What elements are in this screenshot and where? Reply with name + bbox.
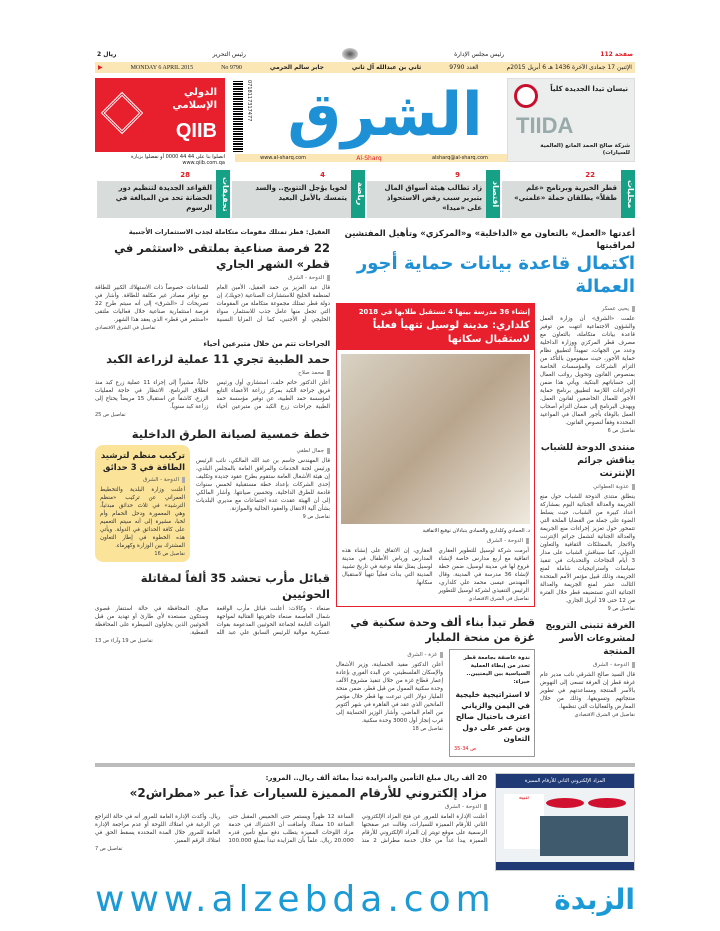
byline: الدوحة - الشرق — [342, 538, 529, 544]
read-more-link[interactable]: تفاصيل ص 7 — [95, 846, 123, 852]
teaser-section: اقتصاد — [486, 170, 500, 218]
teaser-page: 22 — [502, 170, 621, 181]
read-more-link[interactable]: تفاصيل ص 6 — [607, 428, 635, 434]
byline: الدوحة - الشرق — [100, 477, 185, 483]
teaser-page: 4 — [232, 170, 351, 181]
nissan-logo-icon — [514, 84, 538, 108]
byline: الدوحة - الشرق — [540, 662, 635, 668]
header-row-dates — [95, 62, 635, 73]
qiib-url[interactable]: www.qiib.com.qa — [182, 160, 225, 166]
teaser-page: 9 — [367, 170, 486, 181]
lusail-headline[interactable]: كلداري: مدينة لوسيل تتهيأ فعلياً لاستقبال سكانها — [372, 320, 530, 345]
header-bar — [95, 48, 635, 73]
investment-article — [95, 228, 330, 331]
teaser-economy[interactable] — [365, 170, 500, 218]
article-body: قال المهندس جاسم بن عبد الله المالكي، نائب الرئيس ورئيس لجنة الخدمات والمرافق العامة بالمجلس البلدي، إن هيئة الأشغال العامة ستقوم بطرح عقود جديدة وتكليف إحدى الشركات بإعداد خطة مستقبلية لخمس سنوات قادمة للطرق الداخلية، وتحسين صيانتها. وأشار المالكي إلى أن الهيئة عقدت عدة اجتماعات مع مديري البلديات بشأن آلية الانتقال والعقود الحالية والموازنة. — [196, 458, 330, 512]
qiib-name-ar: الدولي الإسلامي — [172, 87, 217, 111]
marib-article — [95, 570, 330, 644]
website[interactable]: www.al-sharq.com — [260, 155, 307, 161]
left-column — [95, 228, 330, 757]
seminar-box — [449, 649, 535, 757]
board-label: رئيس مجلس الإدارة — [454, 50, 505, 58]
article-headline[interactable]: تركيب منظم لترشيد الطاقة في 3 حدائق — [100, 451, 185, 473]
youth-article — [540, 442, 635, 612]
article-body: أبرمت شركة لوسيل للتطوير العقاري اتفاقية مع أربع مدارس خاصة لإنشاء فروع لها في مدينة لوسيل، ضمن خطة لإنشاء 36 مدرسة في المدينة. وقال المهندس عيسى محمد علي كلداري، الرئيس التنفيذي لشركة لوسيل للتطوير العقاري، إن الاتفاق على إنشاء هذه المدارس ورياض الأطفال في مدينة لوسيل يمثل نقلة نوعية في تاريخ تشييد المدينة التي بدأت فعلياً تتهيأ لاستقبال سكانها. — [342, 548, 529, 594]
read-more-link[interactable]: تفاصيل في الشرق الاقتصادي — [95, 325, 156, 331]
qiib-name-en: QIIB — [175, 120, 217, 142]
article-body: أعلنت الإدارة العامة للمرور عن فتح المزاد الإلكتروني الثاني للأرقام المميزة للسيارات، وقالت عبر صفحتها الرسمية على موقع تويتر إن المزاد الإلكتروني للأرقام المميزة يبدأ غداً من خلال خدمة مطراش 2 منذ الساعة 12 ظهراً ويستمر حتى الخميس المقبل حتى الساعة 10 مساءً. وأضافت أن الاشتراك في خدمة مزاد اللوحات المميزة يتطلب دفع مبلغ تأمين قدره 20.000 ريال، علماً بأن المزايدة تبدأ بمبلغ 100.000 ريال. وأكدت الإدارة العامة للمرور أنه في حالة التراجع عن الرغبة في امتلاك اللوحة أو عدم مراجعة الإدارة العامة للمرور خلال المدة المحددة يسقط الحق في امتلاك الرقم المميز. — [95, 814, 487, 844]
teaser-headline: القواعد الجديدة لتنظيم دور الحضانة تحد من المبالغة في الرسوم — [115, 184, 212, 212]
article-body: ينطلق منتدى الدوحة للشباب حول منع الجريمة والعدالة الجنائية اليوم بمشاركة أعداد كبيرة من الشباب، حيث يسلط الضوء على جملة من القضايا الملحة التي تتمحور حول تعزيز إجراءات منع الجريمة والعدالة الجنائية لتشمل جرائم الإنترنت والاتجار بالممتلكات الثقافية والتعاون الدولي، كما سيناقش الشباب على مدار 3 أيام النجاحات والتحديات في تنفيذ سياسات واستراتيجيات شاملة لمنع الجريمة، وذلك قبيل مؤتمر الأمم المتحدة الثالث عشر لمنع الجريمة والعدالة الجنائية الذي تستضيفه قطر خلال الفترة من 12 حتى 19 أبريل الجاري. — [540, 494, 635, 604]
read-more-link[interactable]: تفاصيل ص 16 — [154, 551, 185, 557]
roads-article — [196, 445, 330, 562]
read-more-link[interactable]: تفاصيل ص 18 — [412, 726, 443, 732]
board-chair: ثاني بن عبدالله آل ثاني — [351, 64, 422, 71]
date-en: MONDAY 6 APRIL 2015 — [130, 64, 194, 71]
masthead — [95, 78, 635, 168]
header-row-names — [95, 48, 635, 60]
seminar-kicker: ندوة عاصفة بجامعة قطر تحذر من إبطاء العملية السياسية بين اليمنيين.. خبراء: — [463, 655, 530, 685]
nissan-headline: نيسان تيدا الجديدة كلياً — [550, 85, 628, 93]
right-column — [540, 303, 635, 757]
teaser-section: تحقيقات — [216, 170, 230, 218]
article-body: قال السيد صالح الشرقي نائب مدير عام غرفة قطر إن الغرفة تسعى إلى النهوض بالأسر المنتجة ومساعدتهم في تطوير منتجاتهم وتسويقها، وذلك من خلال المعارض والفعاليات التي تنظمها. — [540, 672, 635, 710]
signing-photo — [341, 354, 530, 524]
article-body: قال عبد العزيز بن حمد العقيل، الأمين العام لمنظمة الخليج للاستشارات الصناعية (جويك)، إن دولة قطر تمتلك مجموعة متكاملة من المقومات التي تجعل منها عامل جذب للاستثمار، سواء الخليجي أو الأجنبي، كما أن المزايا النسبية للصناعات خصوصاً ذات الاستهلاك الكبير للطاقة مع توافر مصادر غير مكلفة للطاقة. وأشار في تصريحات لـ «الشرق» إلى أنه سيتم طرح 22 فرصة استثمارية صناعية خلال فعاليات ملتقى «استثمر في قطر» الذي يعقد هذا الشهر. — [95, 285, 330, 323]
read-more-link[interactable]: تفاصيل في الشرق الاقتصادي — [468, 596, 529, 602]
teaser-section: محليات — [621, 170, 635, 218]
energy-box — [95, 445, 190, 562]
qiib-contact — [95, 154, 225, 166]
arrow-icon: ▶ — [98, 64, 103, 71]
read-more-link[interactable]: تفاصيل ص 9 — [607, 606, 635, 612]
newspaper-logo: الشرق — [287, 80, 483, 150]
article-body: أعلنت وزارة البلدية والتخطيط العمراني عن تركيب «منظم الترشيد» في ثلاث حدائق مبدئياً، وهي المعمورة ودحل الحمام وأم لخبا، مشيرة إلى أنه سيتم التعميم على كافة الحدائق في الدولة. ويأتي هذه الخطوة في إطار التعاون المشترك بين الوزارة وكهرماء. — [100, 487, 185, 549]
lusail-body-wrap — [337, 538, 534, 606]
article-headline[interactable]: حمد الطبية تجري 11 عملية لزراعة الكبد — [106, 352, 330, 366]
teaser-sports[interactable] — [230, 170, 365, 218]
article-headline[interactable]: 22 فرصة صناعية بملتقى «استثمر في قطر» الشهر الجاري — [114, 241, 330, 271]
article-body: أعلن الدكتور حاتم خلف، استشاري أول ورئيس فريق جراحة الكبد بمركز زراعة الأعضاء التابع لمؤسسة حمد الطبية، عن توفير مؤسسة حمد الطبية جراحات زرع الكبد من متبرعين أحياء حالياً، مشيراً إلى إجراء 11 عملية زرع كبد منذ انطلاق البرنامج. الانتظار في حاجة لعمليات الزرع، كاشفاً عن استقبال 15 مريضاً يحتاج إلى زراعة كبد سنوياً. — [95, 380, 330, 410]
seminar-headline[interactable]: لا استراتيجية خليجية في اليمن والزياني اعترف باحتيال صالح وبن عمر على دول التعاون — [455, 690, 530, 743]
auction-numbers-table — [540, 816, 628, 856]
read-more-link[interactable]: تفاصيل ص 19 وآراء ص 13 — [95, 638, 153, 644]
hamad-article — [95, 339, 330, 418]
auction-section — [95, 773, 635, 871]
qiib-ad[interactable] — [95, 78, 225, 152]
auction-image — [495, 773, 635, 871]
lusail-header — [337, 304, 534, 350]
byline: غزة - الشرق — [336, 652, 443, 658]
teaser-headline: زاد تطالب هيئة أسواق المال بتبرير سبب رفض الاستحواذ على «ميدا» — [384, 184, 482, 212]
teaser-headline: لخويا يؤجل التتويج.. والسد يتمسك بالأمل البعيد — [255, 184, 347, 202]
page-content — [95, 228, 635, 920]
article-headline[interactable]: مزاد إلكتروني للأرقام المميزة للسيارات غداً عبر «مطراش2» — [129, 786, 487, 800]
gaza-row — [336, 649, 535, 757]
teaser-local[interactable] — [500, 170, 635, 218]
emblem-icon — [342, 48, 358, 60]
article-kicker: العقيل: قطر تمتلك مقومات متكاملة لجذب الاستثمارات الأجنبية — [128, 228, 330, 236]
auction-article — [95, 773, 487, 871]
chief-editor-label: رئيس التحرير — [212, 50, 246, 58]
read-more-link[interactable]: تفاصيل ص 9 — [302, 514, 330, 520]
lead-article — [540, 306, 635, 434]
article-headline[interactable]: الغرفة تتبنى الترويج لمشروعات الأسر المنتجة — [545, 621, 635, 657]
barcode-number: 07181173174​77 — [246, 80, 252, 122]
article-kicker: 20 ألف ريال مبلغ التأمين والمزايدة تبدأ بمائة ألف ريال.. المرور: — [265, 774, 487, 782]
teaser-investigations[interactable] — [95, 170, 230, 218]
byline: الدوحة - الشرق — [357, 804, 487, 810]
seminar-pages[interactable]: ص 34-35 — [454, 746, 477, 752]
barcode — [233, 80, 243, 152]
price: ريال 2 — [97, 50, 117, 58]
article-body: أعلن الدكتور مفيد الحساينة، وزير الأشغال والإسكان الفلسطيني، عن البدء الفوري بإعادة إعمار قطاع غزة من خلال تنفيذ مشروع الألف وحدة سكنية الممول من قبل قطر، ضمن منحة المليار دولار التي تبرعت بها قطر خلال مؤتمر المانحين الذي عقد في القاهرة في شهر أكتوبر من العام الماضي. وأشار الوزير الحساينة إلى قرب إنجاز أول 3000 وحدة سكنية. — [336, 662, 443, 724]
auction-notice: تنبيه — [504, 794, 544, 849]
teaser-headline: قطر الخيرية وبرنامج «علم طفلاً» يطلقان حملة «علمني» — [514, 184, 617, 202]
marib-headline[interactable]: قبائل مأرب تحشد 35 ألفاً لمقاتلة الحوثيين — [140, 571, 330, 601]
byline: محمد صلاح — [220, 370, 330, 376]
section-teasers — [95, 170, 635, 218]
lead-headline[interactable]: اكتمال قاعدة بيانات حماية أجور العمالة — [356, 253, 635, 297]
gaza-headline[interactable]: قطر تبدأ بناء ألف وحدة سكنية في غزة من منحة المليار — [350, 616, 535, 644]
byline: جمال لطفي — [196, 448, 330, 454]
article-body: علمت «الشرق» أن وزارة العمل والشؤون الاجتماعية انتهت من توفير قاعدة بيانات متكاملة، بالتعاون مع مصرف قطر المركزي ووزارة الداخلية وعدد من الجهات، تمهيداً لتطبيق نظام حماية الأجور، حيث سيقومون بالتأكد من التزام الشركات والمؤسسات الخاصة بمنصوص القانون وتحويل رواتب العمال إلى حساباتهم البنكية. ويأتي هذا ضمن الإجراءات اللازمة لتطبيق برنامج حماية الأجور للعمال الخاضعين لقانون العمل، ويهدف البرنامج إلى ضمان التزام أصحاب العمل بالوفاء بأجور العمال في المواعيد المحددة وفقاً لنصوص القانون. — [540, 316, 635, 426]
lead-kicker: أعدتها «العمل» بالتعاون مع «الداخلية» و«المركزي» وتأهيل المفتشين لمراقبتها — [344, 229, 635, 251]
zebda-logo: الزبدة — [554, 883, 635, 916]
article-kicker: الجراحات تتم من خلال متبرعين أحياء — [203, 340, 330, 348]
lusail-kicker: إنشاء 36 مدرسة بينها 4 تستقبل طلابها في 2018 — [358, 308, 530, 316]
auction-buttons — [546, 798, 626, 808]
footer-url[interactable]: www.alzebda.com — [95, 879, 496, 920]
read-more-link[interactable]: تفاصيل في الشرق الاقتصادي — [574, 712, 635, 718]
chamber-article — [540, 620, 635, 718]
issue-en: No 9790 — [221, 64, 242, 71]
article-body: صنعاء - وكالات: أعلنت قبائل مأرب الواقعة شمال العاصمة صنعاء جاهزيتها القتالية لمواجهة القوات التابعة لجماعة الحوثيين المدعومة بقوات عسكرية موالية للرئيس السابق علي عبد الله صالح. المحافظة في حالة استنفار قصوى وستكون مستعدة لأي طارئ أو تهديد من قبل الحوثيين الذين يحاولون السيطرة على المحافظة النفطية. — [95, 606, 330, 636]
main-area — [95, 228, 635, 757]
roads-row — [95, 445, 330, 562]
teaser-page: 28 — [97, 170, 216, 181]
qiib-contact-text: اتصلوا بنا على 44 44 0000 أو تفضلوا بزيارة — [131, 154, 225, 160]
issue-ar: العدد 9790 — [449, 64, 479, 71]
roads-headline[interactable]: خطة خمسية لصيانة الطرق الداخلية — [131, 427, 330, 441]
photo-caption: د. الحمادي وكلداري والحمادي يتبادلان توقيع الاتفاقية — [422, 528, 530, 534]
byline: الدوحة - الشرق — [220, 275, 330, 281]
date-ar: الإثنين 17 جمادى الآخرة 1436 هـ 6 أبريل 2015م — [506, 64, 632, 71]
chief-editor: جابر سالم الحرمي — [269, 64, 324, 71]
nissan-model: TIIDA — [516, 113, 574, 138]
nissan-dealer: شركة صالح الحمد المانع (العالمية للسيارات) — [540, 143, 630, 156]
lusail-box — [336, 303, 535, 607]
article-headline[interactable]: منتدى الدوحة للشباب يناقش جرائم الإنترنت — [540, 443, 635, 479]
page-count: 112 صفحة — [600, 50, 633, 58]
auction-image-title: المزاد الإلكتروني الثاني للأرقام المميزة — [496, 774, 634, 788]
lead-columns — [336, 303, 635, 757]
gaza-article — [336, 649, 443, 757]
read-more-link[interactable]: تفاصيل ص 25 — [95, 412, 126, 418]
nissan-ad[interactable] — [507, 78, 635, 162]
footer — [95, 879, 635, 920]
center-column — [336, 303, 535, 757]
qiib-logo-icon — [101, 92, 143, 134]
byline: عذوبة العطواني — [540, 484, 635, 490]
teaser-section: رياضة — [351, 170, 365, 218]
divider — [95, 763, 635, 767]
lead-section — [336, 228, 635, 757]
logo-strip — [235, 154, 513, 162]
logo-en: Al-Sharq — [356, 154, 382, 162]
byline: يحيى عسكر — [540, 306, 635, 312]
email[interactable]: alsharq@al-sharq.com — [431, 155, 488, 161]
